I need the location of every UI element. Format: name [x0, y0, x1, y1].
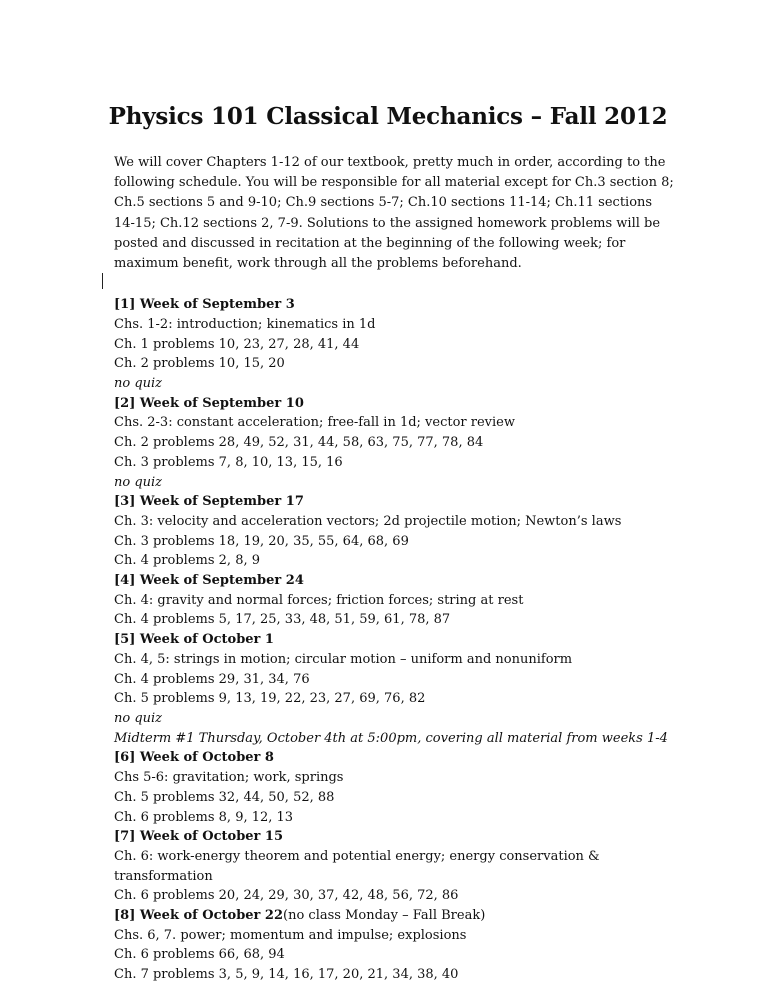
week-problems: Ch. 6 problems 8, 9, 12, 13: [114, 809, 294, 825]
week-heading: [7] Week of October 15: [114, 829, 284, 845]
week-problems: Ch. 1 problems 10, 23, 27, 28, 41, 44: [114, 336, 360, 352]
week-problems: Ch. 3 problems 7, 8, 10, 13, 15, 16: [114, 454, 343, 470]
week-problems: Ch. 6 problems 66, 68, 94: [114, 947, 285, 963]
week-problems: Ch. 5 problems 32, 44, 50, 52, 88: [114, 789, 335, 805]
week-problems: Ch. 3 problems 18, 19, 20, 35, 55, 64, 68, 69: [114, 533, 409, 549]
week-topics: Ch. 4, 5: strings in motion; circular motion – uniform and nonuniform: [114, 651, 573, 667]
week-heading: [5] Week of October 1: [114, 632, 274, 648]
week-problems: Ch. 2 problems 28, 49, 52, 31, 44, 58, 63, 75, 77, 78, 84: [114, 435, 484, 451]
week-note: (no class Monday – Fall Break): [283, 908, 486, 924]
week-topics: Chs 5-6: gravitation; work, springs: [114, 770, 344, 786]
week-quiz: no quiz: [114, 376, 163, 392]
week-topics: Chs. 2-3: constant acceleration; free-fall in 1d; vector review: [114, 415, 516, 431]
week-problems: Ch. 6 problems 20, 24, 29, 30, 37, 42, 48, 56, 72, 86: [114, 888, 459, 904]
week-problems: Ch. 5 problems 9, 13, 19, 22, 23, 27, 69, 76, 82: [114, 691, 426, 707]
week-topics: Ch. 3: velocity and acceleration vectors; 2d projectile motion; Newton’s laws: [114, 513, 622, 529]
week-heading: [3] Week of September 17: [114, 494, 304, 510]
week-heading: [6] Week of October 8: [114, 750, 274, 766]
week-topics: Chs. 1-2: introduction; kinematics in 1d: [114, 316, 376, 332]
week-heading: [1] Week of September 3: [114, 297, 295, 313]
intro-paragraph: We will cover Chapters 1-12 of our textbook, pretty much in order, according to the following schedule. You will be responsible for all material except for Ch.3 section 8; Ch.5 sections 5 and 9-10; Ch.9 sections 5-7; Ch.10 sections 11-14; Ch.11 sections 14-15; Ch.12 sections 2, 7-9. Solutions to the assigned homework problems will be posted and discussed in recitation at the beginning of the following week; for maximum benefit, work through all the problems beforehand.: [114, 155, 674, 272]
week-problems: Ch. 4 problems 2, 8, 9: [114, 553, 260, 569]
week-heading: [8] Week of October 22: [114, 908, 284, 924]
week-quiz: no quiz: [114, 710, 163, 726]
revision-bar: [102, 273, 103, 289]
week-problems: Ch. 4 problems 5, 17, 25, 33, 48, 51, 59, 61, 78, 87: [114, 612, 451, 628]
midterm-notice: Midterm #1 Thursday, October 4th at 5:00pm, covering all material from weeks 1-4: [114, 730, 668, 746]
week-topics: Ch. 6: work-energy theorem and potential energy; energy conservation & transformation: [114, 848, 600, 884]
week-topics: Chs. 6, 7. power; momentum and impulse; explosions: [114, 927, 467, 943]
week-heading-row: [114, 906, 674, 926]
document-title: Physics 101 Classical Mechanics – Fall 2012: [108, 103, 668, 130]
week-topics: Ch. 4: gravity and normal forces; friction forces; string at rest: [114, 592, 524, 608]
schedule: [114, 295, 674, 985]
week-heading: [2] Week of September 10: [114, 395, 304, 411]
week-heading: [4] Week of September 24: [114, 573, 304, 589]
week-problems: Ch. 2 problems 10, 15, 20: [114, 356, 285, 372]
week-problems: Ch. 4 problems 29, 31, 34, 76: [114, 671, 310, 687]
intro-section: [114, 153, 674, 274]
week-problems: Ch. 7 problems 3, 5, 9, 14, 16, 17, 20, 21, 34, 38, 40: [114, 967, 459, 983]
week-quiz: no quiz: [114, 474, 163, 490]
document-page: [108, 0, 674, 985]
